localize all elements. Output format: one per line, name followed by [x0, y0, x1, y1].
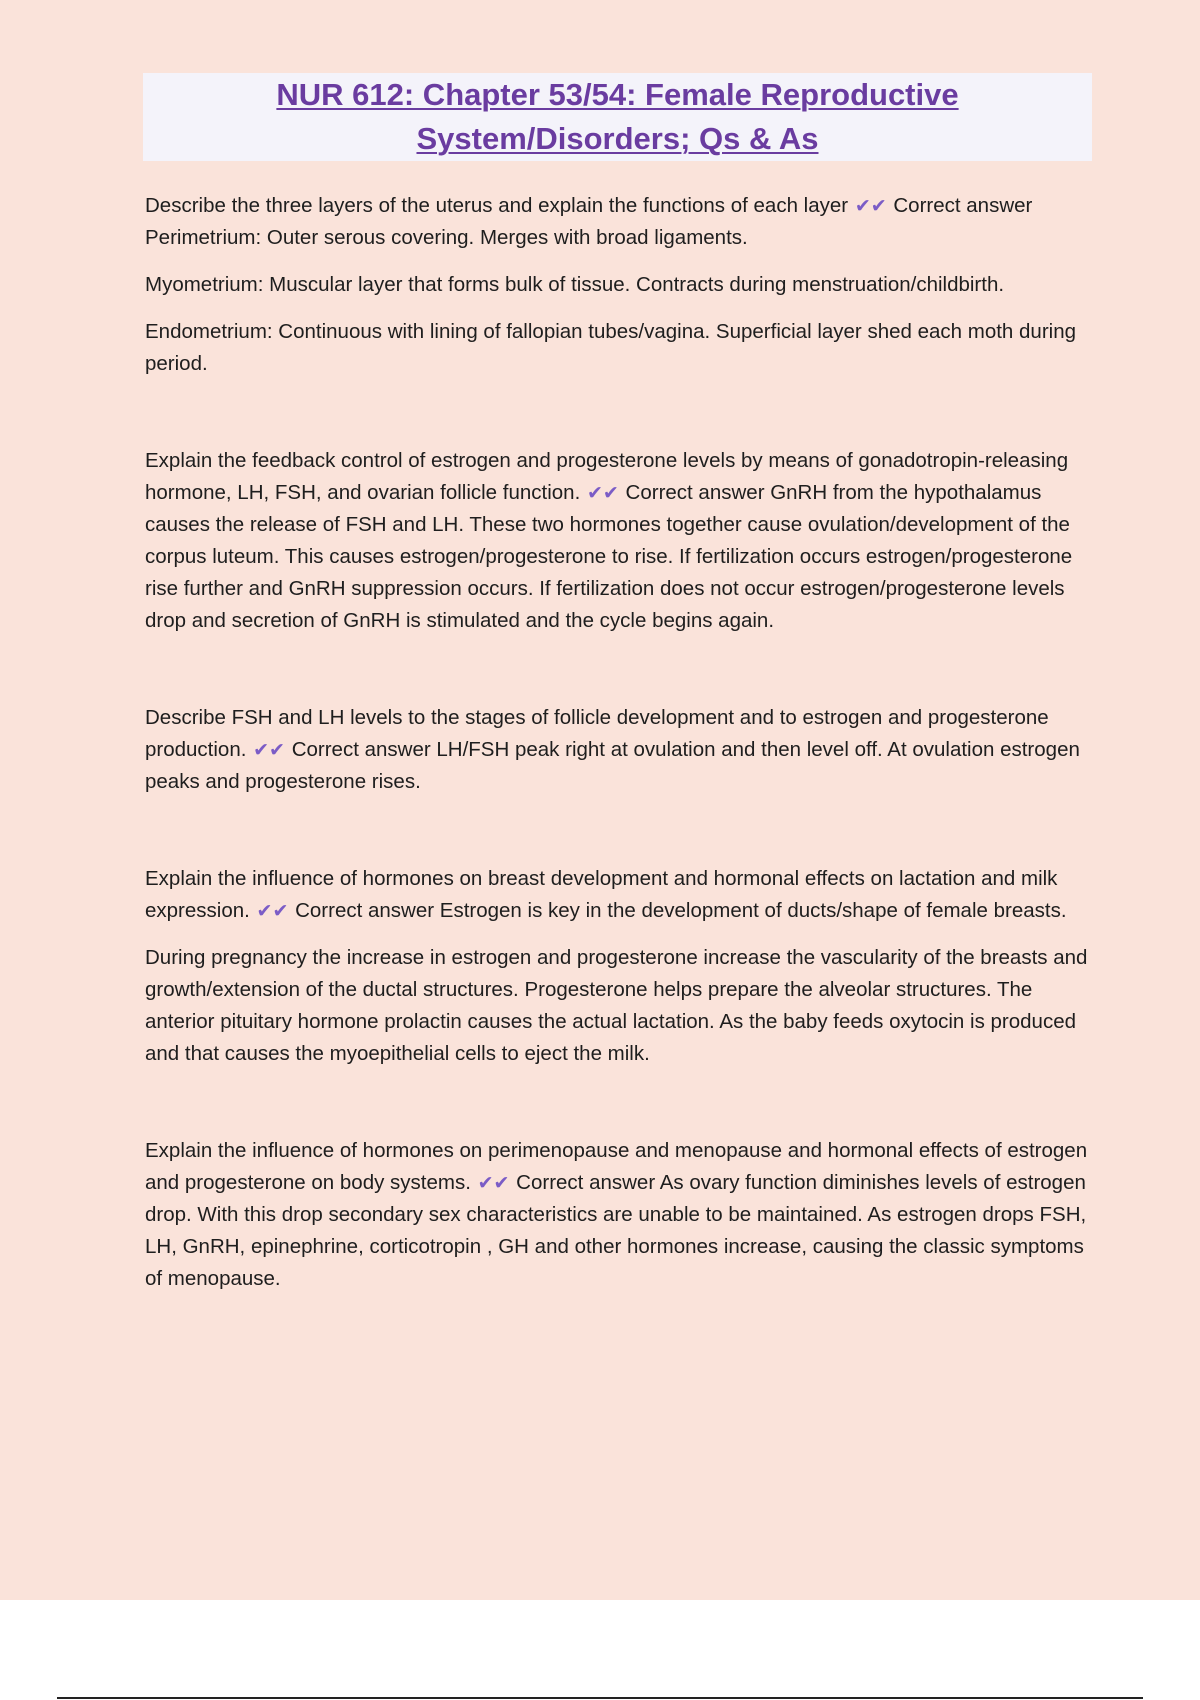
page-title-line-1: NUR 612: Chapter 53/54: Female Reproductive [276, 77, 959, 112]
title-banner [143, 73, 1092, 161]
answer-4: Correct answer Estrogen is key in the development of ducts/shape of female breasts. [295, 899, 1067, 922]
double-check-icon: ✔✔ [854, 195, 887, 217]
question-3: Describe FSH and LH levels to the stages of follicle development and to estrogen and progesterone production. [145, 706, 1049, 761]
question-4: Explain the influence of hormones on breast development and hormonal effects on lactation and milk expression. [145, 867, 1058, 922]
answer-3: Correct answer LH/FSH peak right at ovulation and then level off. At ovulation estrogen peaks and progesterone rises. [145, 738, 1080, 793]
answer-5: Correct answer As ovary function diminishes levels of estrogen drop. With this drop secondary sex characteristics are unable to be maintained. As estrogen drops FSH, LH, GnRH, epinephrine, corticotropin , GH and other hormones increase, causing the classic symptoms of menopause. [145, 1171, 1087, 1290]
double-check-icon: ✔✔ [586, 482, 619, 504]
qa-item-1 [145, 190, 1090, 254]
answer-1-extra-2: Endometrium: Continuous with lining of fallopian tubes/vagina. Superficial layer shed each moth during period. [145, 320, 1077, 375]
qa-item-2 [145, 445, 1090, 637]
double-check-icon: ✔✔ [256, 900, 289, 922]
question-5: Explain the influence of hormones on perimenopause and menopause and hormonal effects of estrogen and progesterone on body systems. [145, 1139, 1088, 1194]
answer-4-extra-1: During pregnancy the increase in estrogen and progesterone increase the vascularity of the breasts and growth/extension of the ductal structures. Progesterone helps prepare the alveolar structures. The anterior pituitary hormone prolactin causes the actual lactation. As the baby feeds oxytocin is produced and that causes the myoepithelial cells to eject the milk. [145, 946, 1088, 1065]
question-2: Explain the feedback control of estrogen and progesterone levels by means of gonadotropin-releasing hormone, LH, FSH, and ovarian follicle function. [145, 449, 1069, 504]
page-title-line-2: System/Disorders; Qs & As [416, 121, 819, 156]
footer-divider [57, 1697, 1143, 1699]
double-check-icon: ✔✔ [477, 1172, 510, 1194]
qa-item-5 [145, 1135, 1090, 1295]
double-check-icon: ✔✔ [253, 739, 285, 761]
qa-content [145, 190, 1090, 1310]
qa-item-4 [145, 863, 1090, 927]
qa-item-3 [145, 702, 1090, 798]
answer-2: Correct answer GnRH from the hypothalamus causes the release of FSH and LH. These two hormones together cause ovulation/development of the corpus luteum. This causes estrogen/progesterone to rise. If fertilization occurs estrogen/progesterone rise further and GnRH suppression occurs. If fertilization does not occur estrogen/progesterone levels drop and secretion of GnRH is stimulated and the cycle begins again. [145, 481, 1073, 632]
question-1: Describe the three layers of the uterus and explain the functions of each layer [145, 194, 849, 217]
answer-1-extra-1: Myometrium: Muscular layer that forms bulk of tissue. Contracts during menstruation/childbirth. [145, 273, 1005, 296]
answer-1: Correct answer Perimetrium: Outer serous covering. Merges with broad ligaments. [145, 194, 1033, 249]
